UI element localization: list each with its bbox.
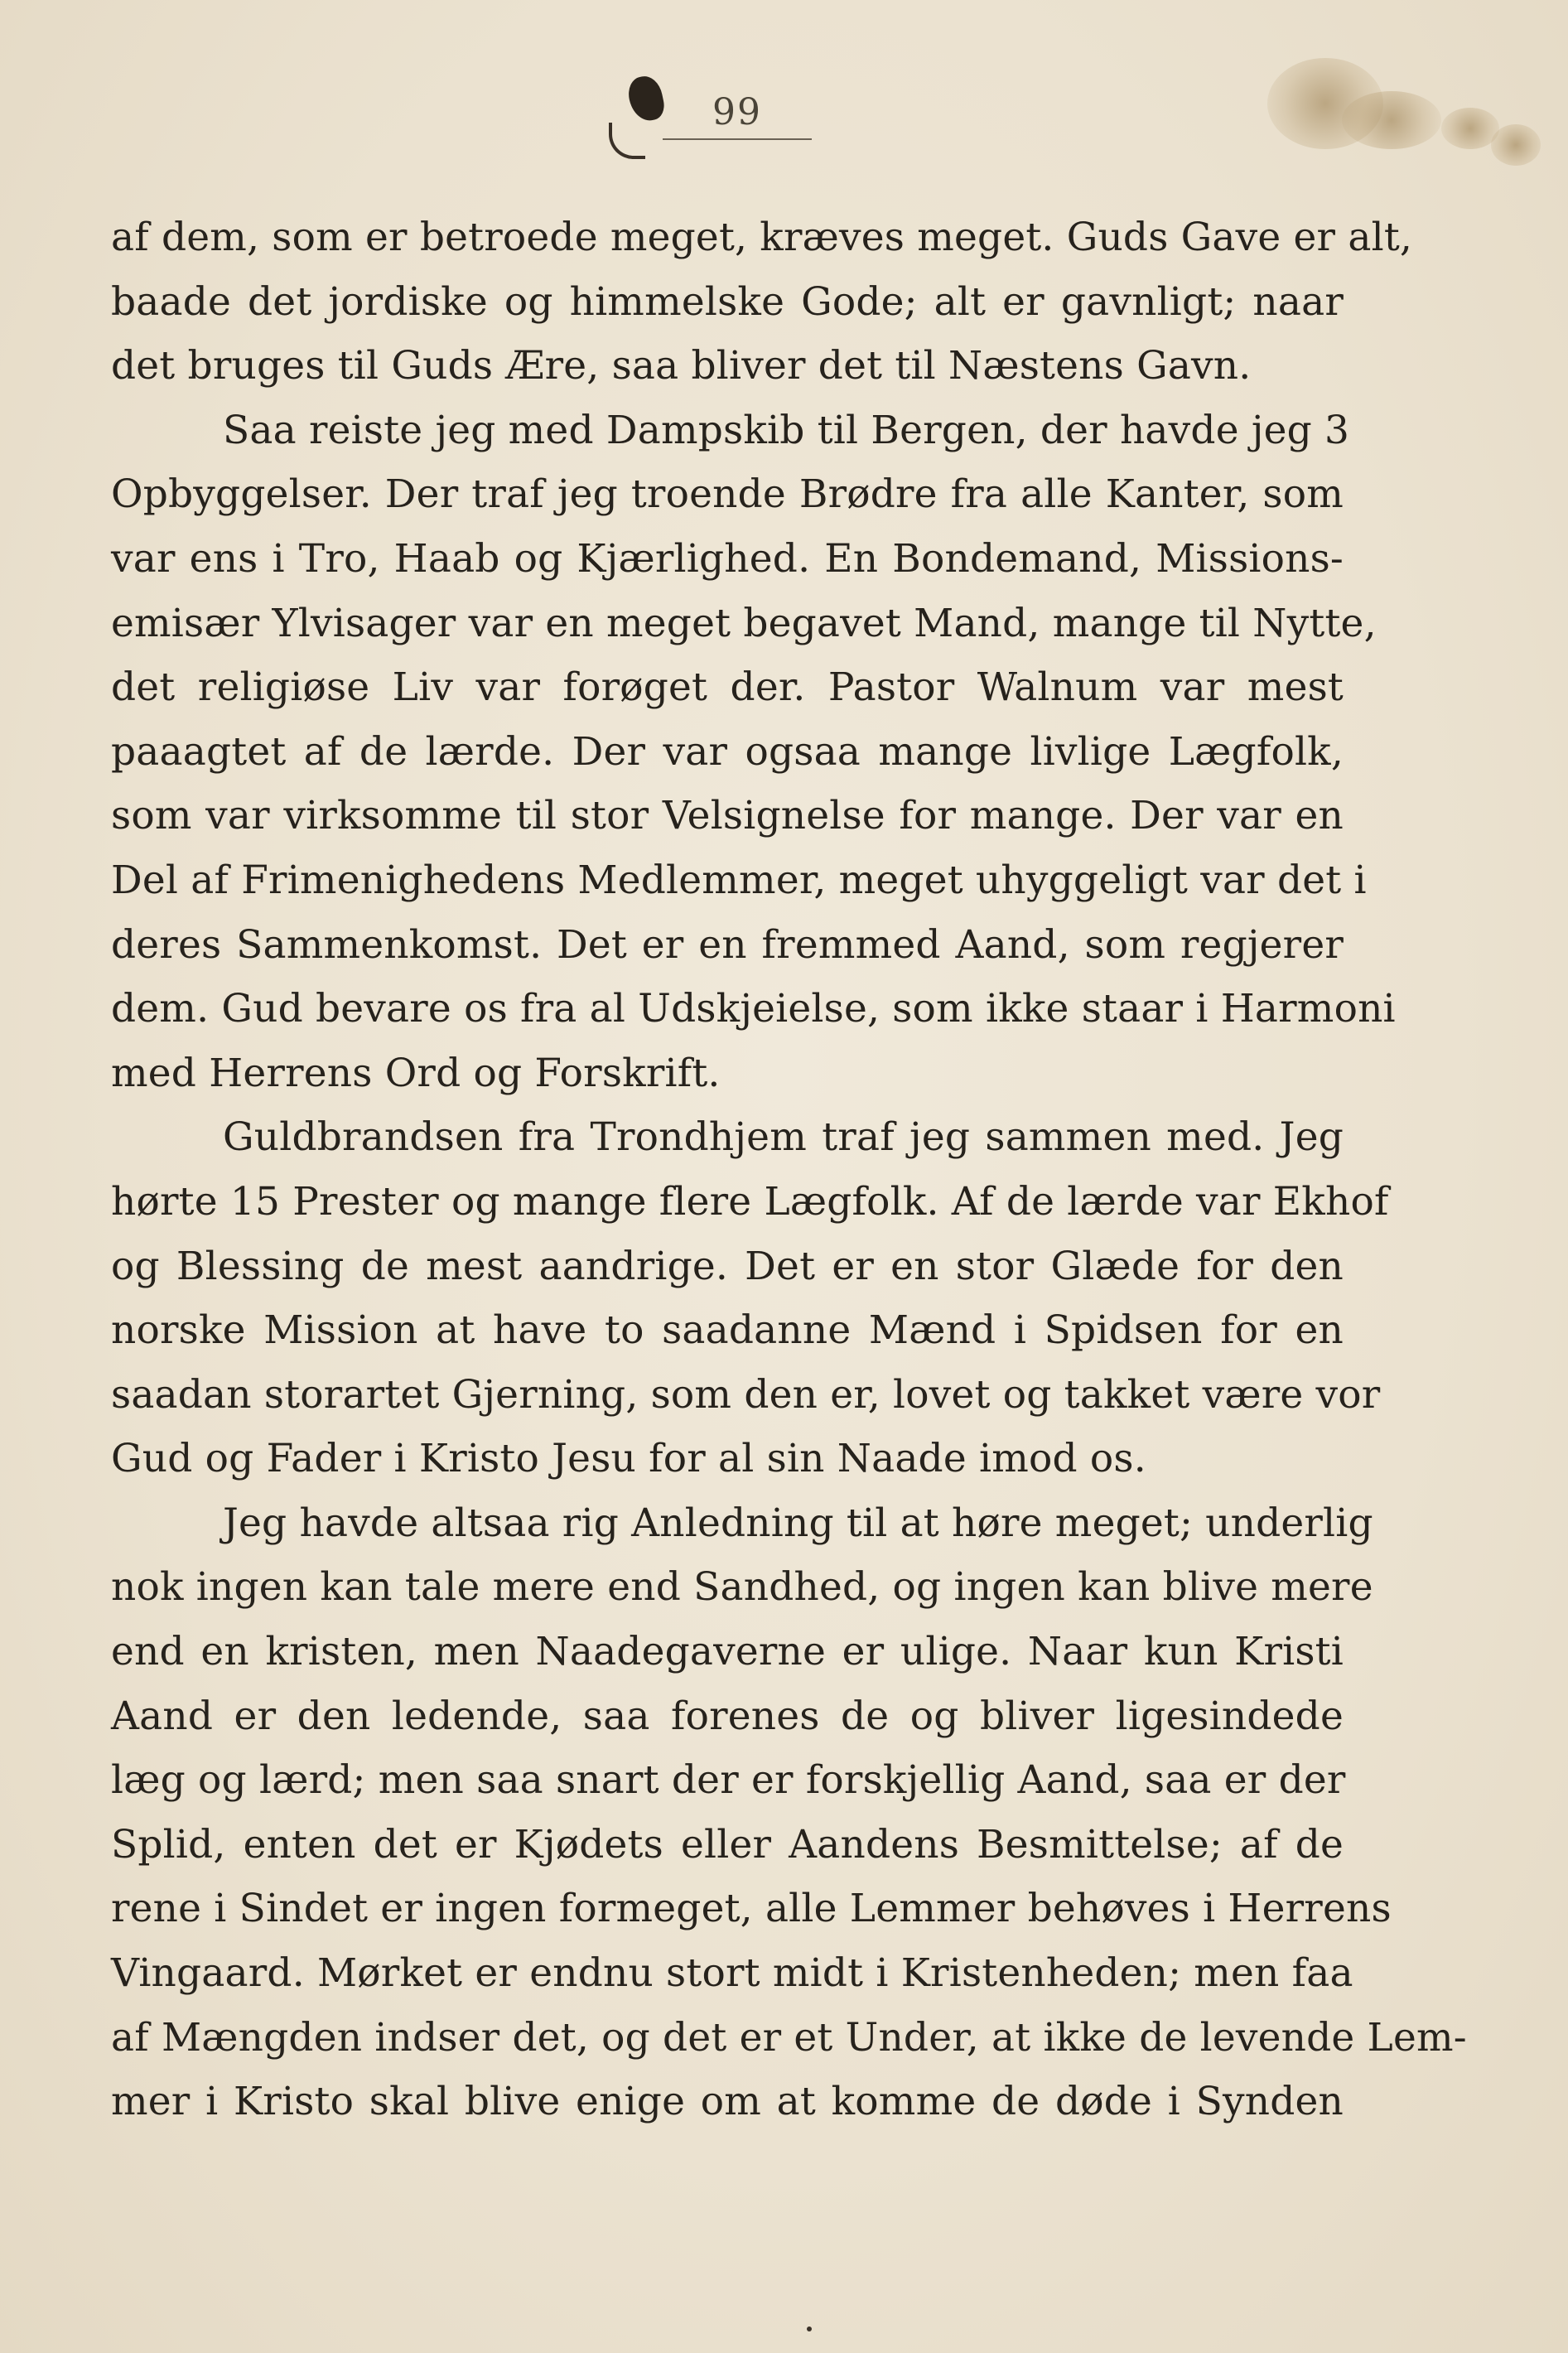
body-text: [111, 205, 1467, 2134]
text-line: Guldbrandsen fra Trondhjem traf jeg sammen med. Jeg: [223, 1114, 1344, 1161]
text-line: baade det jordiske og himmelske Gode; alt er gavnligt; naar: [111, 278, 1344, 325]
text-line: rene i Sindet er ingen formeget, alle Lemmer behøves i Herrens: [111, 1886, 1392, 1932]
text-line: Aand er den ledende, saa forenes de og bliver ligesindede: [111, 1693, 1344, 1739]
text-line: som var virksomme til stor Velsignelse for mange. Der var en: [111, 793, 1344, 839]
text-line: saadan storartet Gjerning, som den er, lovet og takket være vor: [111, 1371, 1381, 1418]
header-rule: [663, 138, 812, 140]
page-header: [663, 91, 812, 140]
text-line: Opbyggelser. Der traf jeg troende Brødre fra alle Kanter, som: [111, 471, 1344, 518]
text-line: deres Sammenkomst. Det er en fremmed Aand, som regjerer: [111, 921, 1344, 968]
text-line: nok ingen kan tale mere end Sandhed, og ingen kan blive mere: [111, 1564, 1373, 1611]
text-line: paaagtet af de lærde. Der var ogsaa mange livlige Lægfolk,: [111, 728, 1344, 775]
text-line: Del af Frimenighedens Medlemmer, meget uhyggeligt var det i: [111, 857, 1367, 903]
text-line: end en kristen, men Naadegaverne er ulige. Naar kun Kristi: [111, 1629, 1344, 1675]
text-line: Vingaard. Mørket er endnu stort midt i Kristenheden; men faa: [111, 1950, 1353, 1997]
text-line: Jeg havde altsaa rig Anledning til at høre meget; underlig: [223, 1500, 1373, 1546]
ink-blot: [625, 73, 667, 123]
text-line: Splid, enten det er Kjødets eller Aandens Besmittelse; af de: [111, 1821, 1344, 1867]
text-line: var ens i Tro, Haab og Kjærlighed. En Bondemand, Missions-: [111, 535, 1344, 582]
text-line: læg og lærd; men saa snart der er forskjellig Aand, saa er der: [111, 1757, 1346, 1804]
ink-blot-tail: [609, 123, 645, 159]
ink-stain: [1342, 91, 1441, 149]
text-line: mer i Kristo skal blive enige om at komme de døde i Synden: [111, 2079, 1344, 2125]
text-line: og Blessing de mest aandrige. Det er en stor Glæde for den: [111, 1243, 1344, 1289]
text-line: norske Mission at have to saadanne Mænd i Spidsen for en: [111, 1307, 1344, 1354]
text-line: det bruges til Guds Ære, saa bliver det til Næstens Gavn.: [111, 343, 1252, 389]
ink-stain: [1441, 108, 1499, 149]
text-line: emisær Ylvisager var en meget begavet Mand, mange til Nytte,: [111, 600, 1377, 646]
text-line: Gud og Fader i Kristo Jesu for al sin Naade imod os.: [111, 1436, 1146, 1482]
page-number: 99: [712, 91, 762, 133]
text-line: af Mængden indser det, og det er et Under, at ikke de levende Lem-: [111, 2014, 1467, 2061]
text-line: af dem, som er betroede meget, kræves meget. Guds Gave er alt,: [111, 215, 1413, 260]
text-line: Saa reiste jeg med Dampskib til Bergen, der havde jeg 3: [223, 407, 1350, 453]
text-line: det religiøse Liv var forøget der. Pastor Walnum var mest: [111, 664, 1344, 711]
text-line: hørte 15 Prester og mange flere Lægfolk. Af de lærde var Ekhof: [111, 1178, 1389, 1225]
text-line: dem. Gud bevare os fra al Udskjeielse, som ikke staar i Harmoni: [111, 986, 1396, 1032]
text-line: med Herrens Ord og Forskrift.: [111, 1050, 721, 1096]
footer-mark: [807, 2326, 812, 2331]
